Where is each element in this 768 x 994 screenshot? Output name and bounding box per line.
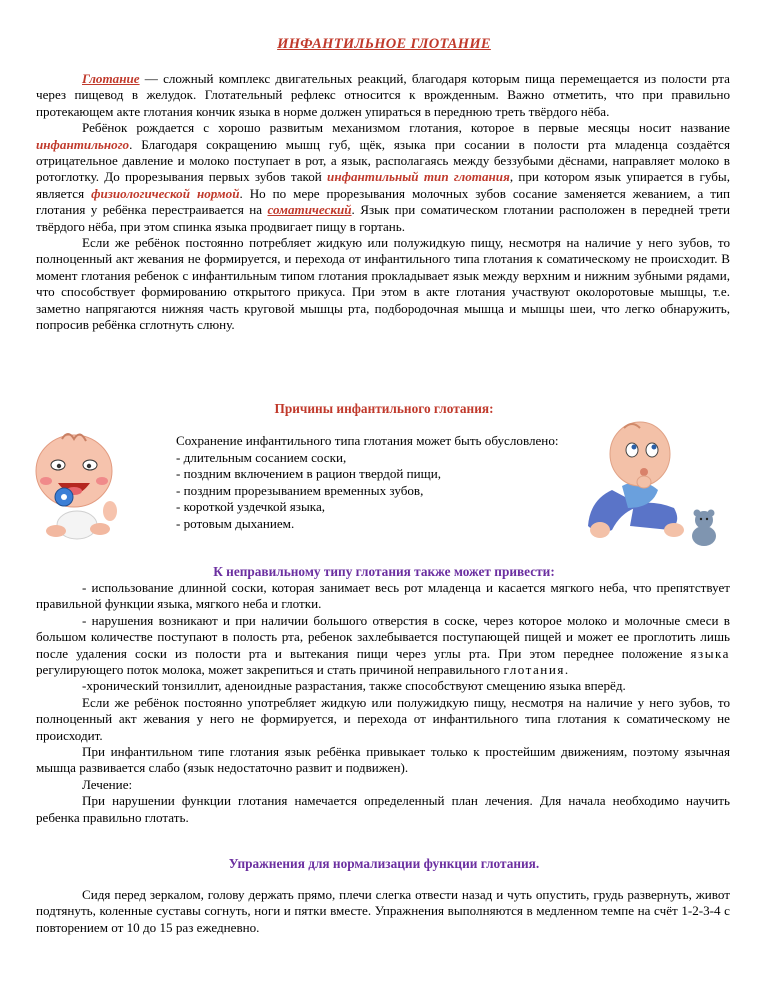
treatment-label: Лечение: — [82, 776, 133, 792]
causes-intro: Сохранение инфантильного типа глотания может быть обусловлено: — [176, 433, 559, 448]
term-somatic: соматический — [267, 202, 352, 218]
term-infantile: инфантильного — [36, 136, 130, 152]
causes-block — [130, 433, 570, 532]
term-physiological-norm: физиологической нормой — [91, 185, 240, 201]
term-infantile-type: инфантильный тип глотания — [327, 169, 510, 185]
list-item: - поздним прорезыванием временных зубов, — [176, 482, 424, 498]
causes-heading: Причины инфантильного глотания: — [274, 401, 494, 416]
intro-section — [36, 71, 730, 334]
intro-paragraph-2: Ребёнок рождается с хорошо развитым механизмом глотания, которое в первые месяцы носит название инфантильного. Благодаря сокращению мышц губ, щёк, языка при сосании в полости рта младенца создаётся отрицательное давление и молоко поступает в рот, а язык, располагаясь между беззубыми дёснами, направляет молоко в ротоглотку. До прорезывания первых зубов такой инфантильный тип глотания, при котором язык упирается в губы, является физиологической нормой. Но по мере прорезывания молочных зубов сосание заменяется жеванием, а тип глотания у ребёнка перестраивается на соматический. Язык при соматическом глотании расположен в передней трети твёрдого нёба, при этом спинка языка продвигает пищу в гортань. — [36, 120, 731, 234]
wrong-paragraph-5: При инфантильном типе глотания язык ребёнка привыкает только к простейшим движениям, поэтому язычная мышца развивается слабо (язык недостаточно развит и подвижен). — [36, 744, 730, 776]
wrong-type-heading: К неправильному типу глотания также может привести: — [213, 564, 555, 579]
list-item: - короткой уздечкой языка, — [176, 499, 326, 514]
laughing-baby-illustration — [22, 425, 130, 545]
list-item: - длительным сосанием соски, — [176, 449, 347, 465]
wrong-type-section — [36, 580, 730, 826]
list-item: - ротовым дыханием. — [176, 515, 295, 531]
wrong-paragraph-1: - использование длинной соски, которая занимает весь рот младенца и касается мягкого неба, что препятствует правильной функции языка, мягкого неба и глотки. — [36, 580, 730, 612]
exercises-section — [36, 887, 730, 936]
wrong-paragraph-2: - нарушения возникают и при наличии большого отверстия в соске, через которое молоко и молочные смеси в большом количестве поступают в полость рта, ребенок захлебывается поступающей пищей и может ее проглотить лишь после удаления соски из полости рта и вытекания пищи через углы рта. При этом переднее положение языка регулирующего поток молока, может закрепиться и стать причиной неправильного глотания. — [36, 612, 730, 678]
causes-list — [130, 450, 570, 533]
thinking-baby-illustration — [582, 420, 732, 550]
page-title: ИНФАНТИЛЬНОЕ ГЛОТАНИЕ — [277, 36, 491, 52]
exercises-paragraph: Сидя перед зеркалом, голову держать прямо, плечи слегка отвести назад и чуть опустить, грудь развернуть, живот подтянуть, коленные суставы согнуть, ноги и пятки вместе. Упражнения выполняются в медленном темпе на счёт 1-2-3-4 с повторением от 10 до 15 раз ежедневно. — [36, 887, 730, 935]
wrong-paragraph-3: -хронический тонзиллит, аденоидные разрастания, также способствуют смещению языка вперёд. — [82, 678, 626, 694]
term-swallowing: Глотание — [82, 71, 140, 86]
intro-paragraph-3: Если же ребёнок постоянно потребляет жидкую или полужидкую пищу, несмотря на наличие у него зубов, то полноценный акт жевания не формируется, и перехода от инфантильного типа глотания к соматическому не происходит. В момент глотания ребенок с инфантильным типом глотания прокладывает язык между верхним и нижним зубными рядами, что способствует формированию открытого прикуса. При этом в акте глотания участвуют околоротовые мышцы, т.е. заметно напрягаются нижняя часть круговой мышцы рта, подбородочная мышца и мышцы шеи, что легко обнаружить, попросив ребёнка сглотнуть слюну. — [36, 235, 730, 333]
list-item: - поздним включением в рацион твердой пищи, — [176, 466, 442, 481]
exercises-heading: Упражнения для нормализации функции глотания. — [228, 856, 540, 871]
wrong-paragraph-4: Если же ребёнок постоянно употребляет жидкую или полужидкую пищу, несмотря на наличие у него зубов, то полноценный акт жевания у него не формируется, и перехода от инфантильного типа глотания к соматическому не происходит. — [36, 694, 730, 743]
treatment-paragraph: При нарушении функции глотания намечается определенный план лечения. Для начала необходимо научить ребенка правильно глотать. — [36, 793, 730, 825]
intro-paragraph-1: Глотание — сложный комплекс двигательных реакций, благодаря которым пища перемещается из полости рта через пищевод в желудок. Глотательный рефлекс относится к врожденным. Важно отметить, что при правильно протекающем акте глотания кончик языка в норме должен упираться в переднюю треть твёрдого нёба. — [36, 71, 730, 119]
